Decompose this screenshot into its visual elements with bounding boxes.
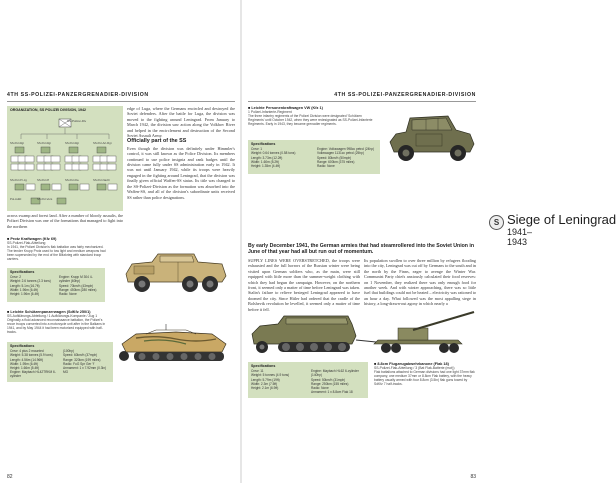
caption-sub: SS-Polizei-Flak-Abteilung / 3 (Bat Flak-Batterie (mot)) bbox=[374, 366, 455, 370]
org-row1-label: SS-Pol-Rgt bbox=[10, 141, 24, 145]
caption-sdkfz250 bbox=[7, 310, 111, 334]
spec-line: Speed: 60km/h (37mph) bbox=[63, 353, 98, 358]
spec-line: Radio: None bbox=[311, 386, 329, 391]
caption-text: The three infantry regiments of the Polizei Division were designated 'Schützen Regiments' until October 1942, when they were redesignated as SS-Polizei-Infanterie Regiments. Early in 1943, they became grenadier regiments. bbox=[248, 114, 373, 127]
spec-line: (100hp) bbox=[63, 349, 74, 354]
org-unit-symbol bbox=[25, 156, 34, 162]
spec-box-protz bbox=[7, 268, 105, 302]
org-unit-symbol bbox=[26, 184, 35, 190]
krupp-protz-illustration bbox=[118, 244, 233, 299]
running-head-rule bbox=[7, 101, 235, 102]
org-hq-label: SS-Polizei-Div bbox=[67, 119, 87, 123]
right-page bbox=[242, 0, 616, 483]
spec-line: Speed: 50km/h (31mph) bbox=[311, 377, 346, 382]
running-head-left: 4TH SS-POLIZEI-PANZERGRENADIER-DIVISION bbox=[7, 92, 149, 98]
caption-sub: SS-Aufklärungs-Abteilung / 1 Aufklärungs-Kompanie / Zug 1 bbox=[7, 314, 98, 318]
spec-line: Radio: None bbox=[59, 292, 77, 297]
spec-line: Height: 1.66m (5.4ft) bbox=[10, 366, 40, 371]
running-head-right: 4TH SS-POLIZEI-PANZERGRENADIER-DIVISION bbox=[334, 92, 476, 98]
page-number-left: 82 bbox=[7, 474, 13, 480]
section-years: 1941–1943 bbox=[507, 227, 533, 247]
spec-line: Speed: 80km/h (50mph) bbox=[317, 155, 352, 160]
running-head-rule bbox=[248, 101, 476, 102]
org-row2-label: SS-Pol-Nachr bbox=[93, 178, 111, 182]
spec-line: Speed: 70km/h (43mph) bbox=[59, 283, 94, 288]
org-unit-symbol bbox=[80, 184, 89, 190]
caption-kubelwagen bbox=[248, 106, 376, 126]
spec-line: Height: 1.96m (6.4ft) bbox=[10, 292, 40, 297]
spec-line: Armament: 1 x 8.8cm Flak 18 bbox=[311, 390, 353, 395]
caption-text: In 1941, the Polizei Division's flak battalion was fairly mechanized. The tender Krupp Protz used to tow light and medium weapons had been superseded by the end of the Blitzkrieg with standard troop carriers. bbox=[7, 245, 106, 262]
left-body-paragraph: edge of Luga, where the Germans encircled and destroyed the Soviet defenders. After the battle for Luga, the division was moved to the fighting around Leningrad. From January to March 1942, the division saw action along the Volkhov River and helped in the encirclement and destruction of the Second Soviet Assault Army. bbox=[127, 106, 235, 139]
org-chart-title: ORGANIZATION, SS POLIZEI DIVISION, 1942 bbox=[10, 108, 87, 112]
spec-line: Weight: 0.64 tonnes (0.58 tons) bbox=[251, 151, 296, 156]
org-chart bbox=[7, 106, 123, 211]
org-row2-label: SS-Pol-Fla bbox=[65, 178, 79, 182]
spec-line: Engine: Maybach HL42TRKM 6-cylinder bbox=[10, 370, 56, 379]
org-row2-label: SS-Pol-Pz-Jg bbox=[10, 178, 27, 182]
spec-line: Crew: 4 plus 2 mounted bbox=[10, 349, 44, 354]
spec-line: Weight: 2.6 tonnes (2.3 tons) bbox=[10, 279, 51, 284]
org-unit-symbol bbox=[52, 184, 61, 190]
org-unit-symbol bbox=[41, 184, 50, 190]
org-unit-symbol bbox=[51, 164, 60, 170]
spec-line: Armament: 1 x 7.92mm (0.3in) MG bbox=[63, 366, 107, 375]
caption-title: ■ 8.8cm Flugzeugabwehrkanone (Flak 18) bbox=[374, 362, 449, 366]
spec-line: Width: 1.60m (5.2ft) bbox=[251, 159, 279, 164]
spec-line: Weight: 5.38 tonnes (5.9 tons) bbox=[10, 353, 53, 358]
org-row1-label: SS-Pol-Rgt bbox=[65, 141, 79, 145]
kubelwagen-illustration bbox=[386, 108, 478, 168]
caption-flak18 bbox=[374, 362, 476, 386]
org-unit-symbol bbox=[107, 164, 116, 170]
org-row3-label: Pol-Aufkl bbox=[10, 197, 22, 201]
spec-line: Crew: 11 bbox=[251, 369, 264, 374]
right-body-col1: SUPPLY LINES WERE OVERSTRETCHED, the troops were exhausted and the full horrors of the Russian winter were being visited upon German soldiers who, as the main, were still equipped with little more than the summer-weight clothing with which they had begun the campaign. However, on the northern front, it seemed only a matter of time before Leningrad was taken. Stalin's failure to relieve besieged Leningrad appeared to have doomed the city. Since Hitler had ordered that the cradle of the Bolshevik revolution be levelled, it seemed only a matter of time before it fell. bbox=[248, 258, 360, 312]
org-unit-symbol bbox=[97, 147, 106, 153]
org-unit-symbol bbox=[79, 164, 88, 170]
right-body-col2: Its population swollen to over three million by refugees flooding into the city, Leningrad was cut off by Germans to the south and in the north by the Finns, eager to avenge the Winter War. Communist Party chiefs anxiously calculated their food reserves: on 1 November, they realized there was only enough food for another week. And with winter approaching, there was so little fuel that buildings could not be heated – electricity was rationed to an hour a day. What followed was the most appalling siege in history, a long-drawn-out agony in which nearly a bbox=[364, 258, 476, 307]
org-row2-label: SS-Pol-Pi bbox=[37, 178, 50, 182]
caption-title: ■ Leichte Personenkraftwagen VW (Kfz 1) bbox=[248, 106, 323, 110]
org-unit-symbol bbox=[51, 156, 60, 162]
spec-line: Length: 3.73m (12.2ft) bbox=[251, 155, 283, 160]
spec-line: Length: 5.1m (16.7ft) bbox=[10, 283, 40, 288]
spec-line: Width: 1.96m (6.4ft) bbox=[10, 287, 38, 292]
caption-title: ■ Protz Kraftwagen (Kfz 69) bbox=[7, 237, 57, 241]
official-subhead: Officially part of the SS bbox=[127, 138, 187, 145]
spec-title: Specifications bbox=[251, 142, 276, 146]
org-unit-symbol bbox=[25, 164, 34, 170]
caption-sub: 1 Polizei-Infanterie-Regiment bbox=[248, 110, 292, 114]
spec-line: Engine: Volkswagen 998cc petrol (24hp) bbox=[317, 147, 375, 152]
spec-line: Width: 1.95m (6.4ft) bbox=[10, 361, 38, 366]
org-unit-symbol bbox=[41, 147, 50, 153]
org-unit-symbol bbox=[15, 184, 24, 190]
spec-line: Crew: 1 bbox=[251, 147, 262, 152]
caption-protz bbox=[7, 237, 107, 261]
spec-line: Width: 2.3m (7.5ft) bbox=[251, 381, 278, 386]
spec-line: Engine: Krupp M 304 4-cylinder (60hp) bbox=[59, 275, 93, 284]
org-unit-symbol bbox=[79, 156, 88, 162]
org-unit-symbol bbox=[97, 184, 106, 190]
left-body-text bbox=[127, 106, 235, 258]
spec-line: Weight: 5 tonnes (4.9 tons) bbox=[251, 373, 290, 378]
page-number-right: 83 bbox=[470, 474, 476, 480]
section-intro: By early December 1941, the German armies that had steamrollered into the Soviet Union in June of that year had all but run out of momentum. bbox=[248, 243, 475, 256]
org-unit-symbol bbox=[107, 156, 116, 162]
caption-text: Flak battalions attached to German divisions had one light 37mm flak company, one medium 37mm or 8.8cm Flak battery, with the heavy battery usually armed with four 8.8cm (3.5in) flak guns towed by SdKfz 7 half-tracks. bbox=[374, 370, 475, 387]
section-title: Siege of Leningrad bbox=[507, 212, 616, 227]
left-page bbox=[0, 0, 241, 483]
caption-text: Originally a fluid advanced reconnaissance battalion, the Polizei's recce troops converted into a motorcycle unit after in the Balkans in 1941, and by May 1944 it had been motorized equipped with half-tracks. bbox=[7, 318, 106, 335]
spec-line: Length: 4.56m (14.96ft) bbox=[10, 357, 44, 362]
caption-sub: SS-Polizei-Flak-Abteilung bbox=[7, 241, 46, 245]
spec-line: Radio: None bbox=[317, 164, 335, 169]
spec-title: Specifications bbox=[10, 344, 35, 348]
sdkfz-250-illustration bbox=[116, 318, 232, 368]
spec-line: Crew: 2 bbox=[10, 275, 21, 280]
org-unit-symbol bbox=[57, 198, 66, 204]
spec-box-sdkfz250 bbox=[7, 342, 113, 382]
spec-line: Range: 320km (199 miles) bbox=[63, 357, 101, 362]
spec-box-flak18 bbox=[248, 362, 368, 398]
spec-line: Radio: FuG Spr Ger 'f' bbox=[63, 361, 95, 366]
org-unit-symbol bbox=[108, 184, 117, 190]
left-overflow-text: across swamp and forest land. After a number of bloody assaults, the Polizei Division was one of the formations that managed to fight into the northern bbox=[7, 213, 123, 229]
spec-title: Specifications bbox=[10, 270, 35, 274]
spec-line: Range: 450km (280 miles) bbox=[59, 287, 97, 292]
spec-line: Length: 5.79m (19ft) bbox=[251, 377, 280, 382]
org-row1-label: SS-Pol-Art-Rgt bbox=[93, 141, 112, 145]
org-unit-symbol bbox=[69, 184, 78, 190]
org-chart-diagram bbox=[7, 106, 123, 211]
org-row3-label: SS-Pol-Vers bbox=[37, 197, 53, 201]
spec-box-kubelwagen bbox=[248, 140, 380, 174]
official-paragraph: Even though the division was definitely under Himmler's control, it was still known as the Police Division. Its members continued to use police insignia and rank badges until the division came fully under SS administration early in 1942. It was not until January 1942, while its troops were heavily engaged in the fighting around Leningrad, that the division was finally given official Waffen-SS status. Its title was changed to the SS-Polizei-Division as the formation was absorbed into the Waffen-SS, and all of the division's subordinate units received SS rather than police designations. bbox=[127, 145, 235, 200]
org-row1-label: SS-Pol-Rgt bbox=[37, 141, 51, 145]
spec-line: Range: 250km (155 miles) bbox=[311, 381, 349, 386]
caption-title: ■ Leichte Schützenpanzerwagen (SdKfz 250/1) bbox=[7, 310, 91, 314]
section-badge: S bbox=[489, 215, 504, 230]
spec-line: Height: 2.1m (6.9ft) bbox=[251, 386, 279, 391]
spec-line: Volkswagen 1131cc petrol (25hp) bbox=[317, 151, 364, 156]
spec-line: Range: 600km (375 miles) bbox=[317, 159, 355, 164]
spec-title: Specifications bbox=[251, 364, 276, 368]
org-unit-symbol bbox=[15, 147, 24, 153]
spec-line: Height: 1.35m (4.4ft) bbox=[251, 164, 281, 169]
org-unit-symbol bbox=[69, 147, 78, 153]
spec-line: Engine: Maybach HL62 6-cylinder (140hp) bbox=[311, 369, 359, 378]
flak-18-halftrack-illustration bbox=[248, 306, 476, 360]
